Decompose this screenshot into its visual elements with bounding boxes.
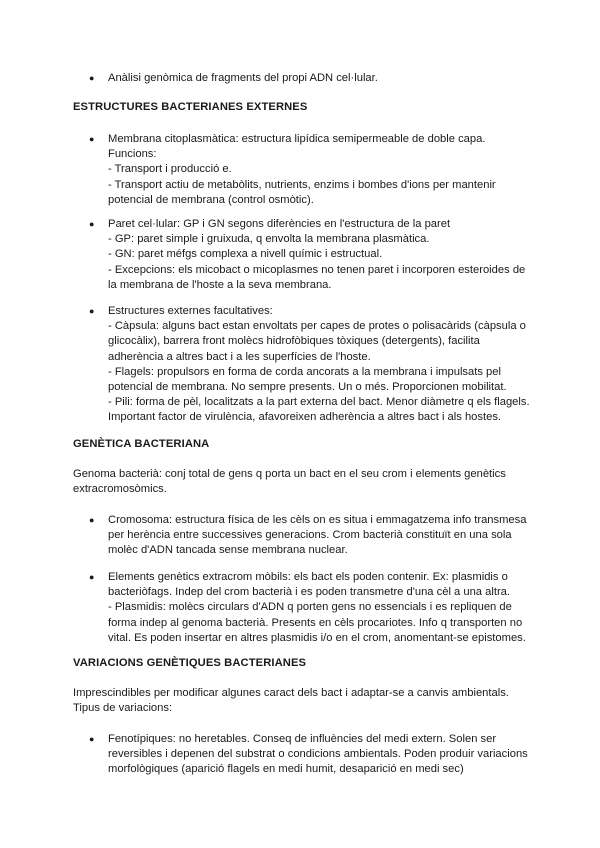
bullet-icon: ●	[89, 734, 95, 744]
text-line: - GN: paret méfgs complexa a nivell químic i estructual.	[108, 248, 383, 261]
list-item	[0, 513, 600, 559]
bullet-icon: ●	[89, 306, 95, 316]
text-line: Paret cel·lular: GP i GN segons diferències en l'estructura de la paret	[108, 218, 451, 230]
bullet-icon: ●	[89, 73, 95, 83]
text-line: Genoma bacterià: conj total de gens q porta un bact en el seu crom i elements genètics	[73, 468, 506, 480]
text-line: potencial de membrana. No sempre presents. Un o més. Proporcionen mobilitat.	[108, 381, 507, 394]
text-line: Elements genètics extracrom mòbils: els bact els poden contenir. Ex: plasmidis o	[108, 571, 508, 583]
list-item	[0, 132, 600, 208]
text-line: morfològiques (aparició flagels en medi humit, desaparició en medi sec)	[108, 763, 464, 776]
text-line: Cromosoma: estructura física de les cèls on es situa i emmagatzema info transmesa	[108, 514, 527, 526]
text-line: bacteriòfags. Indep del crom bacterià i es poden transmetre d'una cèl a una altra.	[108, 586, 511, 599]
bullet-icon: ●	[89, 219, 95, 229]
list-item	[0, 304, 600, 426]
text-line: Funcions:	[108, 148, 157, 161]
list-item	[0, 71, 600, 86]
text-line: - Excepcions: els micobact o micoplasmes no tenen paret i incorporen esteroides de	[108, 263, 526, 276]
section-heading-genetica: GENÈTICA BACTERIANA	[73, 438, 210, 450]
list-item	[0, 732, 600, 778]
text-line: per herència entre successives generacions. Crom bacterià constituït en una sola	[108, 529, 512, 542]
text-line: - Càpsula: alguns bact estan envoltats per capes de protes o polisacàrids (càpsula o	[108, 320, 526, 333]
text-line: extracromosòmics.	[73, 483, 167, 496]
list-item	[0, 570, 600, 646]
text-line: vital. Es poden insertar en altres plasmidis i/o en el crom, anomentant-se epistomes.	[108, 631, 526, 644]
text-line: glicocàlix), barrera front molècs hidrofòbiques tòxiques (detergents), facilita	[108, 335, 480, 348]
list-item	[0, 217, 600, 293]
text-line: - GP: paret simple i gruixuda, q envolta la membrana plasmàtica.	[108, 233, 430, 246]
list-item-text: Anàlisi genòmica de fragments del propi ADN cel·lular.	[108, 72, 378, 84]
paragraph	[73, 467, 506, 497]
section-heading-variacions: VARIACIONS GENÈTIQUES BACTERIANES	[73, 657, 307, 669]
text-line: adherència a altres bact i a les superfícies de l'hoste.	[108, 350, 371, 363]
text-line: reversibles i depenen del substrat o condicions ambientals. Poden produir variacions	[108, 748, 528, 761]
text-line: forma indep al genoma bacterià. Presents en cèls procariotes. Info q transporten no	[108, 616, 523, 629]
text-line: Important factor de virulència, afavoreixen adherència a altres bact i als hostes.	[108, 411, 502, 424]
text-line: Fenotípiques: no heretables. Conseq de influències del medi extern. Solen ser	[108, 733, 497, 745]
text-line: la membrana de l'hoste a la seva membrana.	[108, 278, 332, 291]
text-line: Tipus de variacions:	[73, 702, 173, 715]
text-line: Estructures externes facultatives:	[108, 305, 273, 317]
text-line: Imprescindibles per modificar algunes caract dels bact i adaptar-se a canvis ambientals.	[73, 687, 509, 699]
paragraph	[73, 686, 509, 716]
bullet-icon: ●	[89, 572, 95, 582]
text-line: Membrana citoplasmàtica: estructura lipídica semipermeable de doble capa.	[108, 133, 486, 145]
text-line: - Transport actiu de metabòlits, nutrients, enzims i bombes d'ions per mantenir	[108, 178, 496, 191]
section-heading-externes: ESTRUCTURES BACTERIANES EXTERNES	[73, 101, 308, 113]
text-line: - Pili: forma de pèl, localitzats a la part externa del bact. Menor diàmetre q els flagels.	[108, 396, 530, 409]
text-line: - Flagels: propulsors en forma de corda ancorats a la membrana i impulsats pel	[108, 365, 501, 378]
text-line: - Transport i producció e.	[108, 163, 232, 176]
text-line: - Plasmidis: molècs circulars d'ADN q porten gens no essencials i es repliquen de	[108, 601, 512, 614]
bullet-icon: ●	[89, 134, 95, 144]
text-line: molèc d'ADN tancada sense membrana nuclear.	[108, 544, 348, 557]
bullet-icon: ●	[89, 515, 95, 525]
text-line: potencial de membrana (control osmòtic).	[108, 193, 314, 206]
